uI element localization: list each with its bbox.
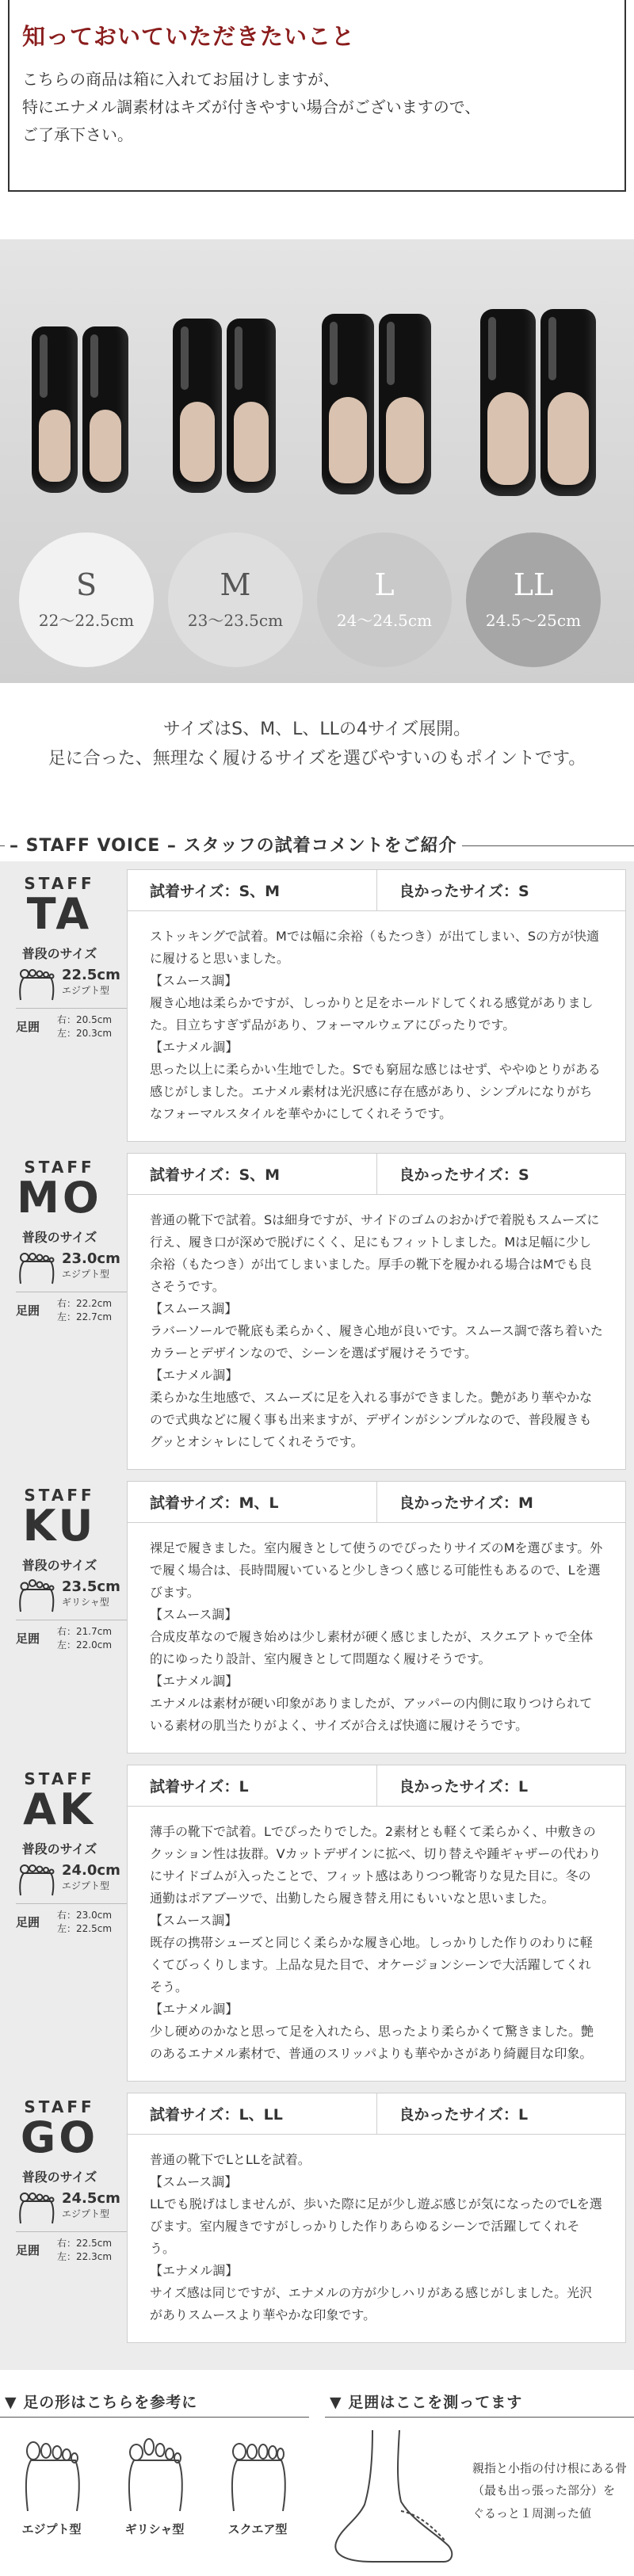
usual-size-label: 普段のサイズ <box>21 1557 97 1573</box>
staff-profile <box>8 1765 127 2082</box>
staff-entry <box>8 2093 626 2343</box>
girth-right: 右：22.5cm <box>57 2237 113 2249</box>
size-label: S <box>75 567 97 602</box>
foot-shape-icon <box>16 1578 57 1613</box>
shoe-left <box>173 319 222 493</box>
notice-title: 知っておいていただきたいこと <box>22 23 356 50</box>
girth-guide-text-3: ぐるっと１周測った値 <box>472 2505 592 2521</box>
girth-guide-text-1: 親指と小指の付け根にある骨 <box>472 2460 628 2475</box>
good-size: 良かったサイズ：S <box>376 870 626 910</box>
size-badge-m <box>168 532 303 667</box>
staff-label: STAFF <box>24 873 95 893</box>
egyptian-foot-icon <box>20 2437 83 2513</box>
girth-left: 左：20.3cm <box>57 1027 113 1039</box>
size-range: 24.5〜25cm <box>485 611 582 631</box>
staff-comment: 薄手の靴下で試着。Lでぴったりでした。2素材とも軽くて柔らかく、中敷きのクッション性は抜群。Vカットデザインに拡べ、切り替えや踵ギャザーの代わりにサイドゴムが入ったことで、フィット感はありつつ靴寄りな見た目に。冬の通勤はポアブーツで、出勤したら履き替え用にもいいなと思いました。 【スムース調】 既存の携帯シューズと同じく柔らかな履き心地。しっかりした作りのわりに軽くてびっくりします。上品な見た目で、オケージョンシーンで大活躍してくれそう。 【エナメル調】 少し硬めのかなと思って足を入れたら、思ったより柔らかくて驚きました。艶のあるエナメル素材で、普通のスリッパよりも華やかさがあり綺麗目な印象。 <box>150 1823 602 2061</box>
notice-line-3: ご了承下さい。 <box>22 125 133 144</box>
staff-profile <box>8 2093 127 2343</box>
greek-foot-icon <box>123 2437 186 2513</box>
size-lineup-photo <box>0 239 634 683</box>
size-range: 24〜24.5cm <box>336 611 433 631</box>
notice-line-1: こちらの商品は箱に入れてお届けしますが、 <box>22 70 339 89</box>
staff-comment-card <box>127 869 626 1142</box>
tried-size: 試着サイズ：M、L <box>150 1494 279 1512</box>
notice-box <box>8 0 626 192</box>
foot-shape-label: ギリシャ型 <box>124 2521 185 2536</box>
girth-guide-title: ▼ 足囲はここを測ってます <box>325 2386 634 2418</box>
size-badge-s <box>19 532 154 667</box>
foot-shape-greek <box>123 2437 186 2537</box>
staff-label: STAFF <box>24 2097 95 2116</box>
usual-size-label: 普段のサイズ <box>21 945 97 961</box>
staff-comment: 普通の靴下でLとLLを試着。 【スムース調】 LLでも脱げはしませんが、歩いた際に足が少し遊ぶ感じが気になったのでLを選びます。室内履きですがしっかりした作りあらゆるシーンで活躍してくれそう。 【エナメル調】 サイズ感は同じですが、エナメルの方が少しハリがある感じがしました。光沢がありスムースより華やかな印象です。 <box>150 2151 602 2322</box>
staff-comment-card <box>127 1153 626 1470</box>
size-badge-ll <box>466 532 601 667</box>
staff-entry <box>8 869 626 1142</box>
usual-size-value: 23.0cm <box>62 1250 120 1267</box>
girth-label: 足囲 <box>16 1303 40 1319</box>
good-size: 良かったサイズ：S <box>376 1154 626 1194</box>
shoe-right <box>540 309 596 496</box>
foot-girth-illustration <box>325 2425 460 2568</box>
staff-profile <box>8 1153 127 1470</box>
usual-size-label: 普段のサイズ <box>21 2169 97 2185</box>
good-size: 良かったサイズ：L <box>376 2093 626 2134</box>
usual-size-label: 普段のサイズ <box>21 1841 97 1857</box>
staff-comment-card <box>127 2093 626 2343</box>
staff-comment: 裸足で履きました。室内履きとして使うのでぴったりサイズのMを選びます。外で履く場合は、長時間履いていると少しきつく感じる可能性もあるので、Lを選びます。 【スムース調】 合成皮革なので履き始めは少し素材が硬く感じましたが、スクエアトゥで全体的にゆったり設計、室内履きとして問題なく履けそうです。 【エナメル調】 エナメルは素材が硬い印象がありましたが、アッパーの内側に取りつけられている素材の肌当たりがよく、サイズが合えば快適に履けそうです。 <box>150 1540 603 1733</box>
size-badge-l <box>317 532 452 667</box>
staff-label: STAFF <box>24 1769 95 1788</box>
staff-comment: ストッキングで試着。Mでは幅に余裕（もたつき）が出てしまい、Sの方が快適に履けると思いました。 【スムース調】 履き心地は柔らかですが、しっかりと足をホールドしてくれる感覚がありました。目立ちすぎず品があり、フォーマルウェアにぴったりです。 【エナメル調】 思った以上に柔らかい生地でした。Sでも窮屈な感じはせず、ややゆとりがある感じがしました。エナメル素材は光沢感に存在感があり、シンプルになりがちなフォーマルスタイルを華やかにしてくれそうです。 <box>150 928 601 1121</box>
girth-right: 右：21.7cm <box>57 1625 113 1637</box>
staff-initials: TA <box>26 888 93 939</box>
staff-voice-list <box>0 861 634 2370</box>
foot-shape-icon <box>16 1862 57 1897</box>
girth-left: 左：22.5cm <box>57 1922 113 1934</box>
size-label: M <box>220 567 251 602</box>
foot-shape-label: スクエア型 <box>227 2521 288 2536</box>
usual-size-value: 24.5cm <box>62 2189 120 2207</box>
shoe-left <box>32 326 78 493</box>
staff-entry <box>8 1765 626 2082</box>
shoe-left <box>322 314 374 494</box>
shoe-right <box>379 314 431 494</box>
staff-comment: 普通の靴下で試着。Sは細身ですが、サイドのゴムのおかげで着脱もスムーズに行え、履き口が深めで脱げにくく、足にもフィットしました。Mは足幅に少し余裕（もたつき）が出てしまいました。厚手の靴下を履かれる場合はMでも良さそうです。 【スムース調】 ラバーソールで靴底も柔らかく、履き心地が良いです。スムース調で落ち着いたカラーとデザインなので、シーンを選ばず履けそうです。 【エナメル調】 柔らかな生地感で、スムーズに足を入れる事ができました。艶があり華やかなので式典などに履く事も出来ますが、デザインがシンプルなので、普段履きもグッとオシャレにしてくれそうです。 <box>150 1212 603 1449</box>
shoe-right <box>82 326 128 493</box>
girth-label: 足囲 <box>16 1631 40 1647</box>
staff-voice-title: – STAFF VOICE – スタッフの試着コメントをご紹介 <box>5 832 462 857</box>
good-size: 良かったサイズ：L <box>376 1765 626 1806</box>
staff-initials: KU <box>22 1500 97 1551</box>
foot-shape-square <box>226 2437 289 2537</box>
usual-size-value: 22.5cm <box>62 966 120 983</box>
girth-right: 右：23.0cm <box>57 1909 113 1921</box>
staff-profile <box>8 1481 127 1754</box>
foot-shape-guide-title: ▼ 足の形はこちらを参考に <box>0 2386 309 2418</box>
usual-size-value: 23.5cm <box>62 1578 120 1595</box>
usual-size-value: 24.0cm <box>62 1861 120 1879</box>
shoe-left <box>480 309 536 496</box>
tried-size: 試着サイズ：S、M <box>150 882 281 900</box>
size-note <box>0 715 634 774</box>
staff-comment-card <box>127 1765 626 2082</box>
good-size: 良かったサイズ：M <box>376 1482 626 1522</box>
size-note-line-1: サイズはS、M、L、LLの4サイズ展開。 <box>162 719 472 739</box>
shoe-right <box>227 319 276 493</box>
size-note-line-2: 足に合った、無理なく履けるサイズを選びやすいのもポイントです。 <box>48 749 586 769</box>
foot-shape-egyptian <box>20 2437 83 2537</box>
girth-label: 足囲 <box>16 2243 40 2258</box>
foot-shape-label: エジプト型 <box>21 2521 82 2536</box>
tried-size: 試着サイズ：L、LL <box>150 2105 283 2124</box>
foot-type: エジプト型 <box>62 984 110 996</box>
square-foot-icon <box>226 2437 289 2513</box>
foot-shape-icon <box>16 967 57 1002</box>
size-label: L <box>374 567 395 602</box>
girth-left: 左：22.0cm <box>57 1639 113 1651</box>
foot-type: エジプト型 <box>62 1880 110 1891</box>
staff-profile <box>8 869 127 1142</box>
foot-shape-guide <box>0 2386 309 2576</box>
tried-size: 試着サイズ：L <box>150 1777 249 1796</box>
foot-type: ギリシャ型 <box>62 1596 109 1608</box>
foot-shape-icon <box>16 1250 57 1285</box>
staff-initials: MO <box>17 1172 102 1223</box>
usual-size-label: 普段のサイズ <box>21 1229 97 1245</box>
girth-label: 足囲 <box>16 1020 40 1035</box>
foot-type: エジプト型 <box>62 1268 110 1280</box>
staff-entry <box>8 1153 626 1470</box>
foot-guide <box>0 2386 634 2576</box>
staff-initials: GO <box>20 2112 99 2162</box>
staff-label: STAFF <box>24 1157 95 1177</box>
girth-guide-text-2: （最も出っ張った部分）を <box>472 2483 616 2498</box>
foot-type: エジプト型 <box>62 2208 110 2219</box>
foot-shape-icon <box>16 2190 57 2225</box>
girth-left: 左：22.3cm <box>57 2250 113 2262</box>
size-range: 22〜22.5cm <box>38 611 135 631</box>
staff-label: STAFF <box>24 1485 95 1505</box>
girth-guide <box>325 2386 634 2576</box>
girth-label: 足囲 <box>16 1915 40 1930</box>
staff-initials: AK <box>23 1784 96 1834</box>
staff-voice-header <box>0 830 634 861</box>
girth-left: 左：22.7cm <box>57 1311 113 1322</box>
girth-right: 右：20.5cm <box>57 1013 113 1025</box>
staff-entry <box>8 1481 626 1754</box>
tried-size: 試着サイズ：S、M <box>150 1166 281 1184</box>
notice-line-2: 特にエナメル調素材はキズが付きやすい場合がございますので、 <box>22 97 481 116</box>
staff-comment-card <box>127 1481 626 1754</box>
size-label: LL <box>513 567 554 602</box>
girth-right: 右：22.2cm <box>57 1297 113 1309</box>
size-range: 23〜23.5cm <box>187 611 284 631</box>
